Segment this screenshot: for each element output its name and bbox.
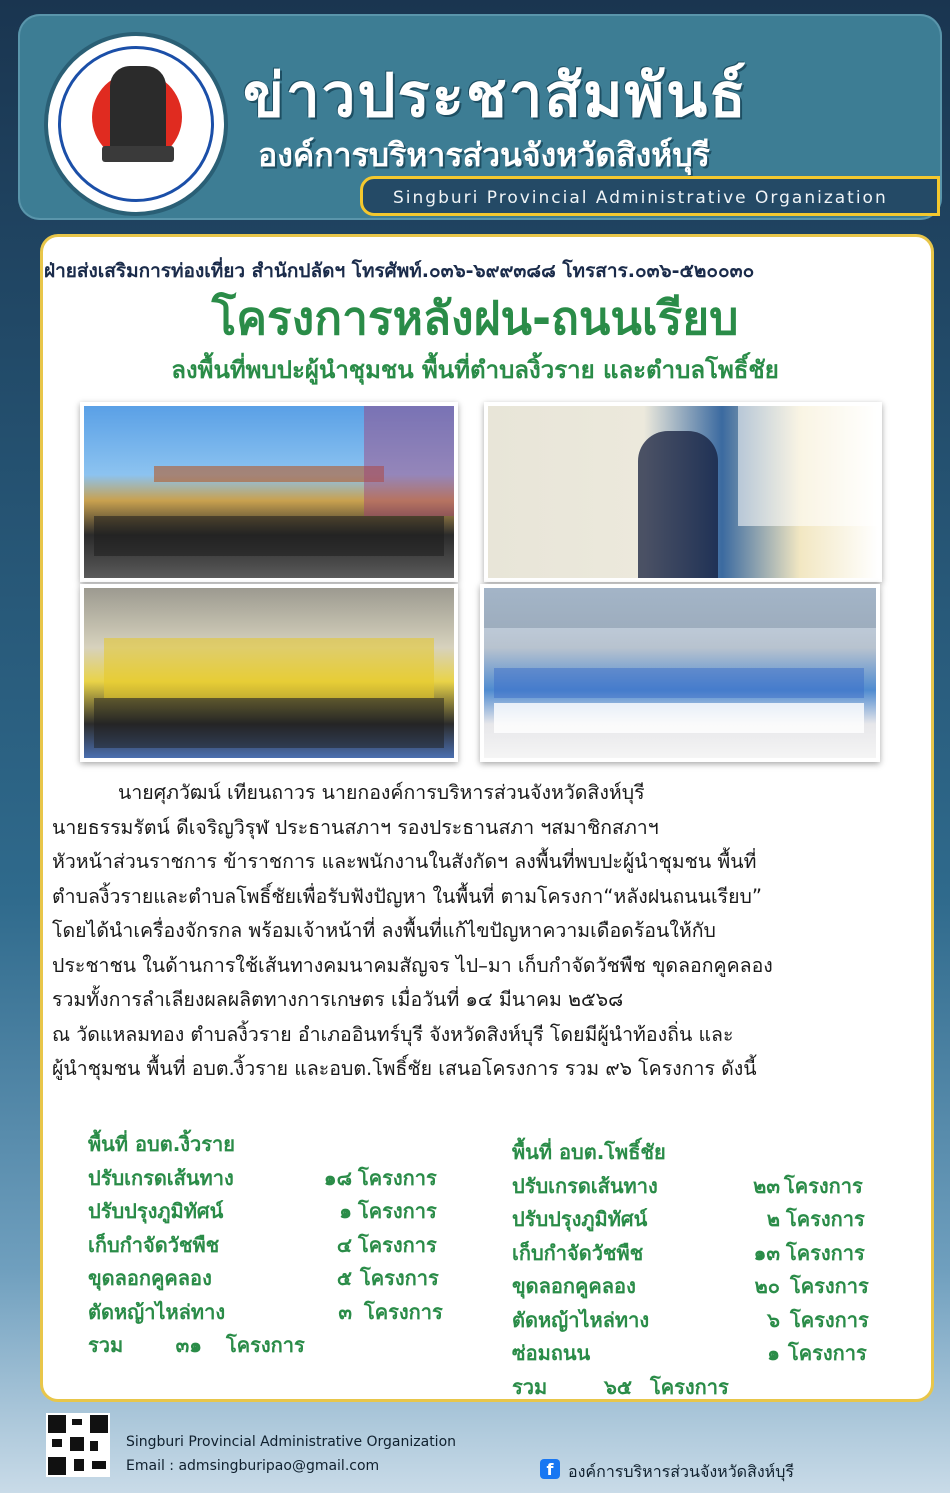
list-item: เก็บกำจัดวัชพืช ๔ โครงการ bbox=[88, 1232, 437, 1257]
list-item: เก็บกำจัดวัชพืช ๑๓ โครงการ bbox=[512, 1240, 865, 1265]
photo-speaker bbox=[484, 402, 882, 582]
list-item: ปรับเกรดเส้นทาง ๒๓ โครงการ bbox=[512, 1173, 863, 1198]
page-title: ข่าวประชาสัมพันธ์ bbox=[243, 61, 748, 131]
footer-org-name: Singburi Provincial Administrative Organization bbox=[126, 1434, 457, 1450]
area-heading: พื้นที่ อบต.โพธิ์ชัย bbox=[512, 1140, 666, 1164]
body-line: ผู้นำชุมชน พื้นที่ อบต.งิ้วราย และอบต.โพธิ์ชัย เสนอโครงการ รวม ๙๖ โครงการ ดังนี้ bbox=[52, 1057, 757, 1080]
body-line: ประชาชน ในด้านการใช้เส้นทางคมนาคมสัญจร ไป–มา เก็บกำจัดวัชพืช ขุดลอกคูคลอง bbox=[52, 953, 773, 977]
footer-email[interactable]: Email : admsingburipao@gmail.com bbox=[126, 1458, 380, 1474]
area-ngiwrai-list bbox=[88, 1128, 468, 1363]
body-line: โดยได้นำเครื่องจักรกล พร้อมเจ้าหน้าที่ ลงพื้นที่แก้ไขปัญหาความเดือดร้อนให้กับ bbox=[52, 919, 716, 942]
facebook-icon[interactable]: f bbox=[540, 1459, 560, 1479]
photo-seated-audience bbox=[80, 584, 458, 762]
qr-code-icon bbox=[46, 1413, 110, 1477]
body-line: รวมทั้งการลำเลียงผลผลิตทางการเกษตร เมื่อวันที่ ๑๔ มีนาคม ๒๕๖๘ bbox=[52, 988, 624, 1011]
body-line: ณ วัดแหลมทอง ตำบลงิ้วราย อำเภออินทร์บุรี จังหวัดสิงห์บุรี โดยมีผู้นำท้องถิ่น และ bbox=[52, 1022, 734, 1046]
area-phochai-list bbox=[512, 1136, 912, 1404]
english-name: Singburi Provincial Administrative Organization bbox=[393, 188, 888, 208]
org-logo bbox=[48, 36, 224, 212]
area-total: รวม ๓๑ โครงการ bbox=[88, 1333, 305, 1357]
photo-meeting-tables bbox=[480, 584, 880, 762]
body-line: นายศุภวัฒน์ เทียนถาวร นายกองค์การบริหารส่วนจังหวัดสิงห์บุรี bbox=[118, 781, 645, 804]
body-line: ตำบลงิ้วรายและตำบลโพธิ์ชัยเพื่อรับฟังปัญหา ในพื้นที่ ตามโครงกา“หลังฝนถนนเรียบ” bbox=[52, 884, 763, 908]
logo-base bbox=[102, 146, 174, 162]
list-item: ขุดลอกคูคลอง ๕ โครงการ bbox=[88, 1266, 439, 1290]
org-name-thai: องค์การบริหารส่วนจังหวัดสิงห์บุรี bbox=[258, 136, 710, 174]
project-subtitle: ลงพื้นที่พบปะผู้นำชุมชน พื้นที่ตำบลงิ้วราย และตำบลโพธิ์ชัย bbox=[171, 356, 779, 384]
body-line: นายธรรมรัตน์ ดีเจริญวิรุฬ ประธานสภาฯ รองประธานสภา ฯสมาชิกสภาฯ bbox=[52, 815, 659, 839]
area-heading: พื้นที่ อบต.งิ้วราย bbox=[88, 1132, 235, 1156]
list-item: ตัดหญ้าไหล่ทาง ๓ โครงการ bbox=[88, 1299, 443, 1324]
department-line: ฝ่ายส่งเสริมการท่องเที่ยว สำนักปลัดฯ โทรศัพท์.๐๓๖-๖๙๙๓๘๘ โทรสาร.๐๓๖-๕๒๐๐๓๐ bbox=[44, 260, 755, 282]
list-item: ปรับเกรดเส้นทาง ๑๘ โครงการ bbox=[88, 1165, 437, 1190]
photo-group-outdoor bbox=[80, 402, 458, 582]
english-name-bar bbox=[360, 176, 940, 216]
project-title: โครงการหลังฝน-ถนนเรียบ bbox=[211, 291, 739, 345]
list-item: ตัดหญ้าไหล่ทาง ๖ โครงการ bbox=[512, 1307, 869, 1332]
list-item: ขุดลอกคูคลอง ๒๐ โครงการ bbox=[512, 1274, 869, 1298]
list-item: ปรับปรุงภูมิทัศน์ ๒ โครงการ bbox=[512, 1207, 865, 1231]
logo-statue bbox=[110, 66, 166, 154]
area-total: รวม ๖๕ โครงการ bbox=[512, 1374, 729, 1399]
news-body bbox=[52, 776, 904, 1087]
facebook-page-name[interactable]: องค์การบริหารส่วนจังหวัดสิงห์บุรี bbox=[568, 1462, 794, 1481]
list-item: ปรับปรุงภูมิทัศน์ ๑ โครงการ bbox=[88, 1199, 437, 1223]
body-line: หัวหน้าส่วนราชการ ข้าราชการ และพนักงานในสังกัดฯ ลงพื้นที่พบปะผู้นำชุมชน พื้นที่ bbox=[52, 850, 757, 873]
list-item: ซ่อมถนน ๑ โครงการ bbox=[512, 1341, 867, 1365]
